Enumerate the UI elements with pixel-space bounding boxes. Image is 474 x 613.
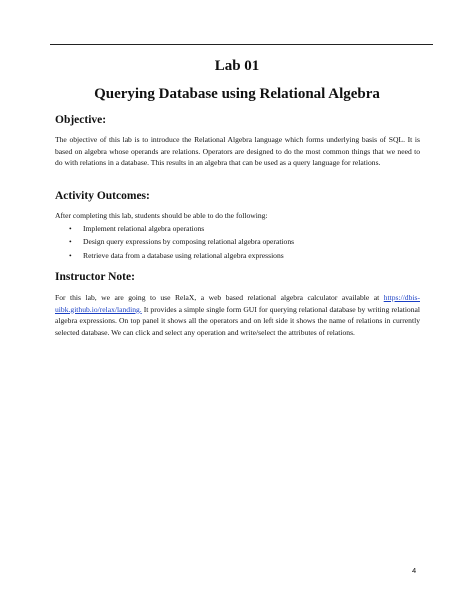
list-item-text: Design query expressions by composing relational algebra operations — [83, 237, 295, 247]
relax-link[interactable]: https://dbis-uibk.github.io/relax/landing. — [55, 293, 420, 314]
list-item-text: Retrieve data from a database using relational algebra expressions — [83, 250, 284, 260]
outcomes-intro: After completing this lab, students should be able to do the following: — [55, 211, 268, 220]
note-text-end: It provides a simple single form GUI for querying relational database by writing relational algebra expressions. On top panel it shows all the operators and on left side it shows the name of relations in currently selected database. We can click and select any operation and write/select the attributes of relations. — [55, 304, 420, 337]
note-text-start: For this lab, we are going to use RelaX, a web based relational algebra calculator available at — [55, 293, 384, 302]
objective-paragraph: The objective of this lab is to introduce the Relational Algebra language which forms underlying basis of SQL. It is based on algebra whose operands are relations. Operators are designed to do the most common things that we need to do with relations in a database. This results in an algebra that can be used as a query language for relations. — [55, 135, 420, 167]
bullet-icon: • — [69, 237, 72, 247]
header-rule — [50, 44, 433, 45]
document-title: Querying Database using Relational Algebra — [94, 86, 380, 102]
list-item — [55, 222, 294, 235]
list-item-text: Implement relational algebra operations — [83, 224, 205, 233]
bullet-icon: • — [69, 250, 72, 260]
list-item — [55, 235, 294, 248]
outcomes-list — [55, 222, 294, 262]
instructor-note-paragraph — [55, 292, 420, 338]
bullet-icon: • — [69, 224, 72, 233]
outcomes-heading: Activity Outcomes: — [55, 190, 150, 202]
instructor-note-heading: Instructor Note: — [55, 271, 135, 283]
list-item — [55, 249, 294, 262]
lab-title: Lab 01 — [214, 58, 260, 74]
objective-heading: Objective: — [55, 114, 107, 126]
page-number: 4 — [412, 566, 417, 575]
